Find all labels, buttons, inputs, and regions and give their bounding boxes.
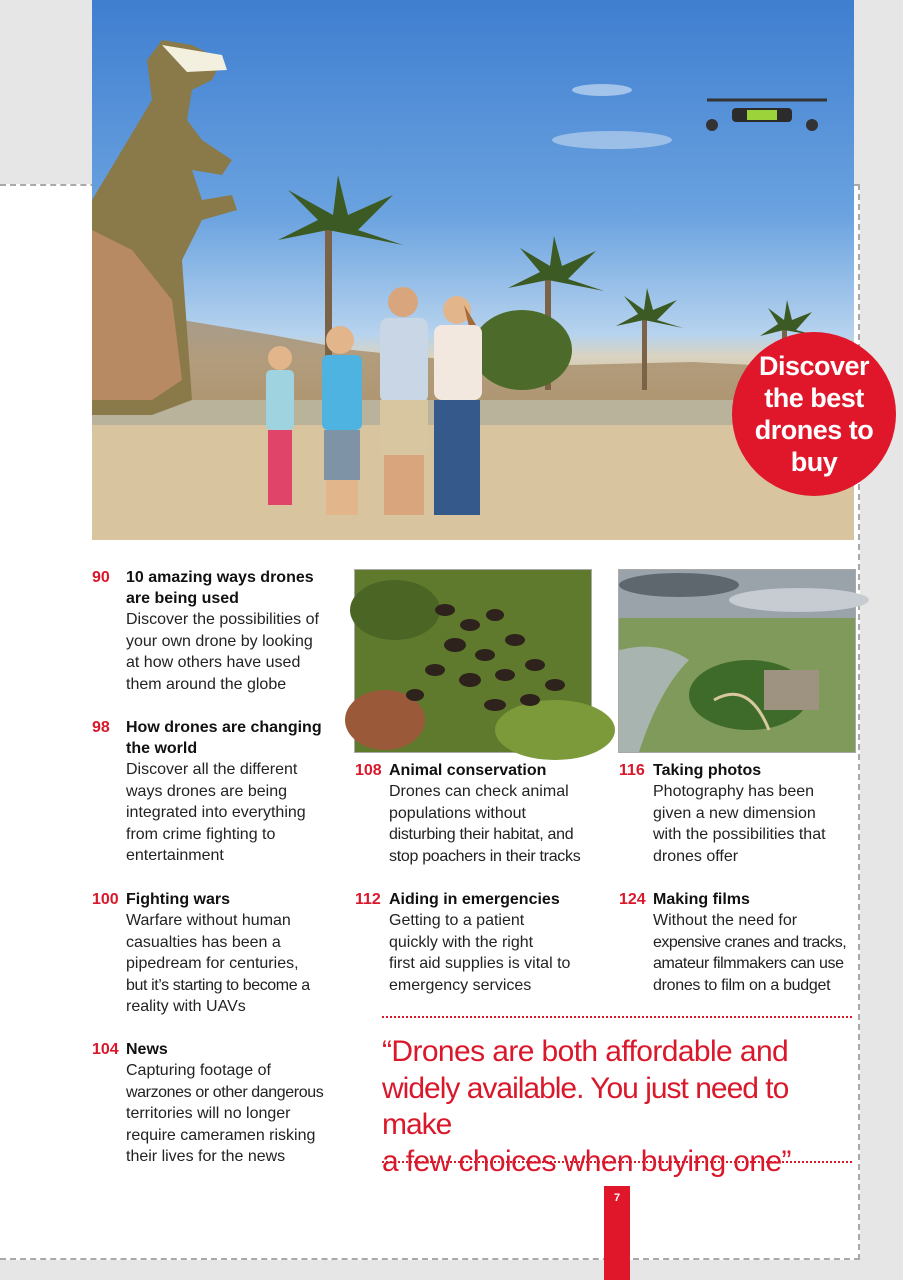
article-title: Making films [653,891,750,908]
article-desc-line: stop poachers in their tracks [389,847,581,865]
article-desc-line: emergency services [389,976,532,994]
article-title-line: News [126,1041,168,1058]
article-desc-line: integrated into everything [126,804,306,821]
article-desc-line: drones offer [653,847,739,865]
article-desc-line: Discover all the different [126,761,298,778]
article-title-line: the world [126,740,198,757]
article-title-line: are being used [126,590,239,607]
article-desc-line: pipedream for centuries, [126,955,299,972]
article-desc-line: require cameramen risking [126,1126,316,1144]
page-number: 7 [613,1192,621,1204]
article-number: 104 [92,1041,119,1058]
animal-conservation-photo [354,569,592,753]
article-number: 116 [619,762,645,779]
article-title-line: Fighting wars [126,891,230,908]
article-number: 98 [92,719,110,736]
article-desc-line: drones to film on a budget [653,976,831,994]
article-desc-line: your own drone by looking [126,632,313,650]
article-number: 112 [355,891,381,908]
article-number: 90 [92,569,110,586]
pull-quote [382,1034,857,1180]
article-desc-line: entertainment [126,847,224,864]
article-desc-line: warzones or other dangerous [126,1083,324,1101]
article-desc-line: first aid supplies is vital to [389,955,571,972]
article-desc-line: expensive cranes and tracks, [653,933,847,951]
article-desc-line: Capturing footage of [126,1062,271,1079]
article-title: Taking photos [653,762,762,779]
article-title: Animal conservation [389,762,547,779]
article-desc-line: given a new dimension [653,804,816,822]
taking-photos-photo [618,569,856,753]
article-desc-line: ways drones are being [126,782,287,800]
article-number: 108 [355,762,382,779]
article-desc-line: populations without [389,804,526,822]
article-desc-line: territories will no longer [126,1105,291,1122]
article-desc-line: reality with UAVs [126,998,246,1015]
background-margin-right [860,0,903,1280]
quote-line: “Drones are both affordable and [382,1035,789,1068]
quote-divider-bottom [382,1161,852,1163]
article-title-line: How drones are changing [126,719,322,736]
article-desc-line: Discover the possibilities of [126,611,319,628]
article-desc-line: Getting to a patient [389,912,525,929]
quote-line: widely available. You just need to make [382,1071,789,1141]
article-desc-line: them around the globe [126,675,287,693]
article-title: Aiding in emergencies [389,891,560,908]
article-title-line: 10 amazing ways drones [126,569,314,586]
quote-divider-top [382,1016,852,1018]
article-desc-line: amateur filmmakers can use [653,955,844,972]
article-desc-line: disturbing their habitat, and [389,826,574,843]
discover-badge [732,332,896,496]
article-desc-line: Drones can check animal [389,783,569,800]
quote-line: a few choices when buying one” [382,1144,791,1178]
hero-photo [92,0,874,540]
article-desc-line: their lives for the news [126,1148,286,1165]
article-desc-line: casualties has been a [126,933,281,951]
background-margin [0,0,92,184]
article-number: 100 [92,891,119,908]
article-number: 124 [619,891,646,908]
article-desc-line: with the possibilities that [653,826,826,843]
article-desc-line: Without the need for [653,912,798,929]
article-desc-line: at how others have used [126,654,301,671]
article-desc-line: but it’s starting to become a [126,976,310,994]
article-desc-line: Warfare without human [126,912,291,929]
article-desc-line: Photography has been [653,783,815,800]
article-desc-line: from crime fighting to [126,825,276,843]
article-desc-line: quickly with the right [389,933,534,951]
badge-text: Discover the best drones to buy [754,351,874,477]
